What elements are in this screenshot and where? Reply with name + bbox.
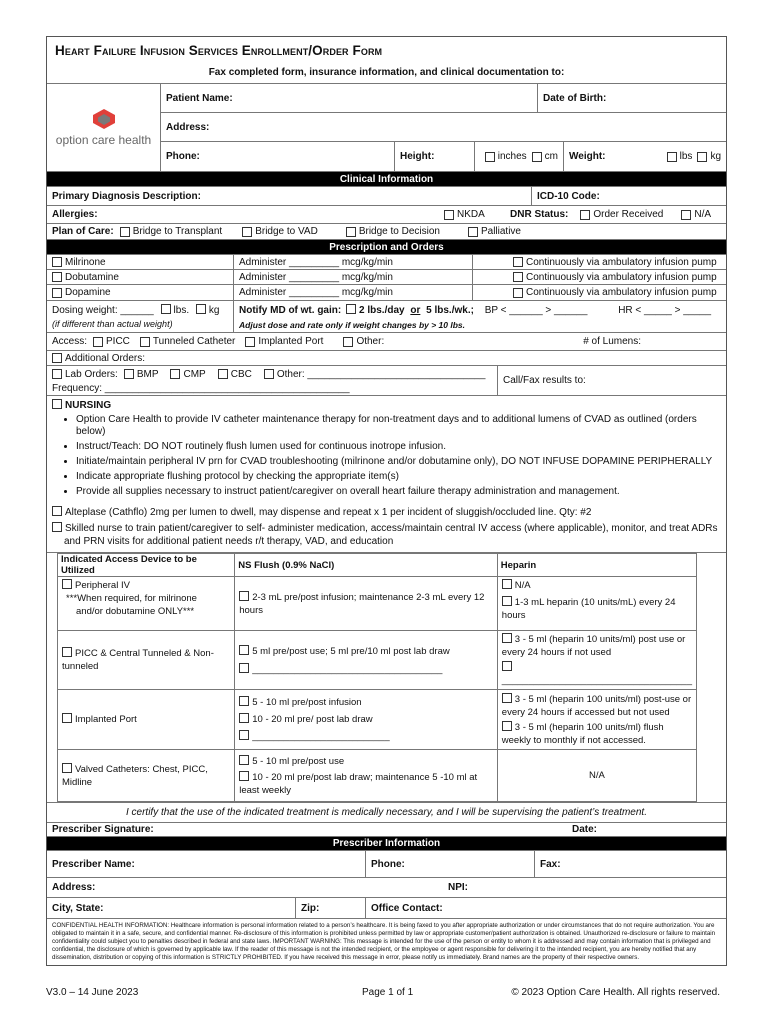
- drug-milrinone[interactable]: [47, 255, 233, 270]
- patient-address-field[interactable]: [161, 113, 726, 141]
- dobutamine-pump-checkbox[interactable]: [513, 272, 523, 282]
- plan-of-care-row: [47, 224, 726, 240]
- prescriber-info-bar: Prescriber Information: [47, 837, 726, 850]
- patient-block: [47, 84, 726, 172]
- milrinone-pump-checkbox[interactable]: [513, 257, 523, 267]
- dopamine-pump[interactable]: [473, 285, 726, 300]
- ns-peripheral[interactable]: [235, 577, 498, 631]
- ns-picc-option-2[interactable]: [239, 663, 493, 676]
- drug-admin: [233, 255, 472, 300]
- prescriber-address-field[interactable]: [47, 878, 443, 897]
- device-peripheral-option[interactable]: [62, 579, 230, 592]
- lab-cbc-label: CBC: [230, 368, 252, 380]
- hep-peripheral-na[interactable]: [502, 579, 692, 592]
- confidentiality-notice: CONFIDENTIAL HEALTH INFORMATION: Healthcare information is personal information related to a person’s healthcare. It is being faxed to you after appropriate authorization or under circumstances that do not require authorization. You are obligated to maintain it in a safe, secure, and confidential manner. Re-disclosure of this information is prohibited unless permitted by law or appropriate customer/patient authorization is obtained. Unauthorized re-disclosure or failure to maintain confidentiality could subject you to penalties described in federal and state laws. IMPORTANT WARNING: This message is intended for the use of the person or entity to whom it is addressed and may contain information that is privileged and confidential, the disclosure of which is governed by applicable law. If the reader of this message is not the intended recipient, or the employee or agent responsible for delivering it to the intended recipient, you are hereby notified that any dissemination, distribution or copying of this information is STRICTLY PROHIBITED. If you have received this message in error, please notify us immediately. Brand names are the property of their respective owners.: [52, 922, 716, 961]
- prescriber-address-row: [47, 878, 726, 898]
- alteplase-option[interactable]: [52, 506, 721, 518]
- lab-cbc-checkbox[interactable]: [218, 369, 228, 379]
- ns-picc-blank: ____________________________________: [252, 663, 443, 675]
- allergies-field[interactable]: [47, 206, 439, 223]
- notify-day-checkbox[interactable]: [346, 304, 356, 314]
- lab-orders-row: [47, 366, 726, 396]
- prescription-bar-row: [47, 240, 726, 255]
- nursing-bullets: [52, 414, 721, 498]
- diagnosis-row: [47, 187, 726, 206]
- callfax-label: Call/Fax results to:: [503, 375, 586, 386]
- access-label: Access:: [52, 336, 88, 347]
- plan-vad-checkbox[interactable]: [242, 227, 252, 237]
- company-logo: [47, 84, 160, 171]
- dob-label: Date of Birth:: [543, 92, 607, 104]
- prescriber-bar-row: [47, 837, 726, 851]
- plan-vad-label: Bridge to VAD: [255, 226, 318, 237]
- peripheral-checkbox[interactable]: [62, 579, 72, 589]
- icd-field[interactable]: [531, 187, 726, 205]
- device-peripheral: [58, 577, 235, 631]
- prescriber-name-field[interactable]: [47, 851, 365, 877]
- nursing-bullet: • Initiate/maintain peripheral IV prn for CVAD troubleshooting (milrinone and/or dobutamine only), DO NOT INFUSE DOPAMINE PERIPHERALLY: [76, 456, 721, 468]
- ns-picc-label-1: 5 ml pre/post use; 5 ml pre/10 ml post lab draw: [252, 645, 450, 657]
- flush-table: [57, 553, 697, 802]
- lab-orders-line: [52, 367, 492, 381]
- footer-page: Page 1 of 1: [362, 987, 414, 998]
- ns-picc-option-1[interactable]: [239, 645, 493, 658]
- prescriber-fax-field[interactable]: [534, 851, 726, 877]
- dnr-status: [505, 206, 726, 223]
- milrinone-label: Milrinone: [65, 256, 106, 268]
- access-other-label: Other:: [356, 336, 385, 347]
- certify-row: [47, 803, 726, 823]
- inches-checkbox[interactable]: [485, 152, 495, 162]
- clinical-info-bar: Clinical Information: [47, 172, 726, 186]
- milrinone-dose-field[interactable]: Administer _________ mcg/kg/min: [234, 255, 472, 270]
- access-other-checkbox[interactable]: [343, 337, 353, 347]
- dob-field[interactable]: [537, 84, 726, 112]
- lab-bmp-label: BMP: [136, 368, 159, 380]
- callfax-field[interactable]: [497, 366, 726, 395]
- ns-picc: [235, 631, 498, 690]
- nursing-section: [47, 396, 726, 553]
- picc-label: PICC & Central Tunneled & Non-tunneled: [62, 648, 214, 672]
- dosing-weight: [47, 301, 233, 332]
- hep-peripheral-dose-checkbox[interactable]: [502, 596, 512, 606]
- ns-valved-label-1: 5 - 10 ml pre/post use: [252, 755, 345, 767]
- ns-port-checkbox-2[interactable]: [239, 713, 249, 723]
- city-state-label: City, State:: [52, 902, 104, 914]
- kg-checkbox[interactable]: [697, 152, 707, 162]
- height-units: [474, 142, 563, 171]
- access-port-label: Implanted Port: [258, 336, 324, 347]
- dopamine-label: Dopamine: [65, 287, 111, 298]
- ns-port-blank: __________________________: [252, 731, 390, 742]
- skilled-nurse-label: Skilled nurse to train patient/caregiver to self- administer medication, access/maintain central IV access (where applicable), monitor, and treat ADRs and PRN visits for additional patient needs r/t therapy, VAD, and education: [64, 523, 718, 547]
- ns-valved-option-1[interactable]: [239, 755, 493, 768]
- dobutamine-pump-label: Continuously via ambulatory infusion pump: [526, 271, 717, 283]
- notify-line: [239, 304, 721, 316]
- lab-orders-label: Lab Orders:: [65, 368, 118, 380]
- access-tunneled-label: Tunneled Catheter: [152, 336, 236, 347]
- plan-decision-checkbox[interactable]: [346, 227, 356, 237]
- notify-week-label: 5 lbs./wk.;: [426, 304, 474, 316]
- flush-header-device: Indicated Access Device to be Utilized: [58, 554, 235, 577]
- access-port-checkbox[interactable]: [245, 337, 255, 347]
- lab-cmp-checkbox[interactable]: [170, 369, 180, 379]
- prescription-bar: Prescription and Orders: [47, 240, 726, 254]
- nursing-bullet: • Option Care Health to provide IV catheter maintenance therapy for non-treatment days and to additional lumens of CVAD as outlined (orders below): [76, 414, 721, 438]
- height-field[interactable]: [394, 142, 474, 171]
- dobutamine-dose-field[interactable]: Administer _________ mcg/kg/min: [234, 270, 472, 285]
- hep-port-checkbox-1[interactable]: [502, 693, 512, 703]
- prescriber-city-row: [47, 898, 726, 919]
- icd-label: ICD-10 Code:: [537, 190, 600, 202]
- ns-port-option-1[interactable]: [239, 696, 493, 709]
- signature-date-field[interactable]: [567, 823, 726, 836]
- plan-label: Plan of Care:: [52, 226, 114, 237]
- adjust-note: Adjust dose and rate only if weight changes by > 10 lbs.: [239, 319, 466, 330]
- lumens-field[interactable]: # of Lumens:: [583, 336, 641, 347]
- hep-peripheral-dose[interactable]: [502, 596, 692, 622]
- drug-dopamine[interactable]: [47, 285, 233, 300]
- plan-palliative-label: Palliative: [480, 226, 521, 237]
- ns-port-label-1: 5 - 10 ml pre/post infusion: [252, 697, 362, 708]
- inches-label: inches: [497, 151, 527, 162]
- diagnosis-label: Primary Diagnosis Description:: [52, 190, 201, 202]
- hep-picc-checkbox-2[interactable]: [502, 661, 512, 671]
- hep-port: [497, 690, 696, 750]
- ns-peripheral-checkbox[interactable]: [239, 591, 249, 601]
- plan-transplant-checkbox[interactable]: [120, 227, 130, 237]
- flush-row-peripheral: [58, 577, 697, 631]
- plan-transplant-label: Bridge to Transplant: [132, 226, 223, 237]
- alteplase-label: Alteplase (Cathflo) 2mg per lumen to dwell, may dispense and repeat x 1 per incident of sluggish/occluded line. Qty: #2: [65, 507, 592, 518]
- flush-header-row: [58, 554, 697, 577]
- drug-table: [47, 255, 726, 301]
- flush-row-picc: [58, 631, 697, 690]
- picc-checkbox[interactable]: [62, 647, 72, 657]
- hep-port-label-2: 3 - 5 ml (heparin 100 units/ml) flush weekly to monthly if not accessed.: [501, 721, 664, 746]
- lab-other-label: Other: ________________________________: [276, 368, 486, 380]
- ns-picc-checkbox-2[interactable]: [239, 663, 249, 673]
- dopamine-pump-checkbox[interactable]: [513, 288, 523, 298]
- prescriber-name-row: [47, 851, 726, 878]
- dosing-kg-label: kg: [208, 305, 220, 316]
- notify-or: or: [410, 304, 421, 316]
- signature-date-label: Date:: [572, 824, 598, 835]
- milrinone-pump[interactable]: [473, 255, 726, 270]
- cm-checkbox[interactable]: [532, 152, 542, 162]
- notify-md: [233, 301, 726, 332]
- ns-valved-checkbox-1[interactable]: [239, 755, 249, 765]
- kg-label: kg: [710, 151, 721, 162]
- prescriber-phone-label: Phone:: [371, 858, 405, 870]
- confidential-row: [47, 919, 726, 965]
- dosing-weight-label[interactable]: Dosing weight: ______: [52, 305, 154, 316]
- lab-orders: [47, 366, 497, 395]
- prescriber-address-label: Address:: [52, 882, 96, 893]
- ns-port-checkbox-1[interactable]: [239, 696, 249, 706]
- hep-picc-blank: ____________________________________: [501, 675, 692, 686]
- diagnosis-field[interactable]: [47, 187, 531, 205]
- signature-field[interactable]: [47, 823, 567, 836]
- hep-peripheral: [497, 577, 696, 631]
- lab-bmp-checkbox[interactable]: [124, 369, 134, 379]
- form-title-row: [47, 37, 726, 61]
- nursing-checkbox[interactable]: [52, 399, 62, 409]
- dopamine-checkbox[interactable]: [52, 288, 62, 298]
- patient-name-label: Patient Name:: [166, 92, 233, 104]
- skilled-nurse-option[interactable]: [52, 522, 721, 548]
- ns-port: [235, 690, 498, 750]
- footer-copyright: © 2023 Option Care Health. All rights reserved.: [511, 987, 720, 998]
- ns-valved-checkbox-2[interactable]: [239, 771, 249, 781]
- ns-port-label-2: 10 - 20 ml pre/ post lab draw: [252, 714, 373, 725]
- hep-picc-checkbox-1[interactable]: [502, 633, 512, 643]
- drug-pump: [472, 255, 726, 300]
- nkda-option[interactable]: [439, 206, 505, 223]
- dnr-label: DNR Status:: [510, 209, 569, 220]
- device-port[interactable]: [58, 690, 235, 750]
- nursing-header[interactable]: [52, 399, 721, 411]
- flush-header-ns: NS Flush (0.9% NaCl): [235, 554, 498, 577]
- device-picc[interactable]: [58, 631, 235, 690]
- certify-statement: I certify that the use of the indicated treatment is medically necessary, and I will be supervising the patient’s treatment.: [125, 807, 647, 818]
- milrinone-pump-label: Continuously via ambulatory infusion pump: [526, 256, 717, 268]
- dosing-kg-checkbox[interactable]: [196, 304, 206, 314]
- dosing-lbs-checkbox[interactable]: [161, 304, 171, 314]
- hep-peripheral-na-label: N/A: [514, 580, 531, 591]
- lbs-checkbox[interactable]: [667, 152, 677, 162]
- port-checkbox[interactable]: [62, 713, 72, 723]
- dopamine-dose-field[interactable]: Administer _________ mcg/kg/min: [239, 287, 393, 298]
- hep-picc-option-2[interactable]: [502, 661, 692, 687]
- hr-field[interactable]: HR < _____ > _____: [618, 304, 712, 316]
- drug-names: [47, 255, 233, 300]
- city-state-field[interactable]: [47, 898, 295, 918]
- ns-port-option-2[interactable]: [239, 713, 493, 726]
- dosing-weight-line: [52, 304, 228, 316]
- order-received-label: Order Received: [593, 209, 664, 220]
- lab-orders-checkbox[interactable]: [52, 369, 62, 379]
- dnr-na-label: N/A: [694, 209, 712, 220]
- patient-fields: [160, 84, 726, 171]
- nursing-bullet: • Provide all supplies necessary to instruct patient/caregiver on overall heart failure therapy administration and management.: [76, 486, 721, 498]
- ns-port-checkbox-3[interactable]: [239, 730, 249, 740]
- ns-valved: [235, 750, 498, 802]
- weight-units: [658, 142, 726, 171]
- hep-peripheral-dose-label: 1-3 mL heparin (10 units/mL) every 24 hours: [501, 597, 676, 621]
- weight-field[interactable]: [563, 142, 658, 171]
- clinical-bar-row: [47, 172, 726, 187]
- flush-table-wrap: [47, 553, 726, 803]
- patient-address-label: Address:: [166, 121, 210, 133]
- dnr-na-checkbox[interactable]: [681, 210, 691, 220]
- patient-phone-field[interactable]: [161, 142, 394, 171]
- dosing-lbs-label: lbs.: [173, 305, 190, 316]
- weight-label: Weight:: [569, 151, 606, 162]
- flush-row-valved: [58, 750, 697, 802]
- access-row: [47, 333, 726, 351]
- device-valved[interactable]: [58, 750, 235, 802]
- lbs-label: lbs: [679, 151, 693, 162]
- peripheral-label: Peripheral IV: [75, 580, 130, 591]
- nkda-label: NKDA: [457, 209, 485, 220]
- lab-other-checkbox[interactable]: [264, 369, 274, 379]
- footer-version: V3.0 – 14 June 2023: [46, 987, 139, 998]
- plan-of-care: [47, 224, 726, 239]
- phone-row: [161, 142, 726, 171]
- nkda-checkbox[interactable]: [444, 210, 454, 220]
- logo-mark-icon: [91, 108, 117, 130]
- height-label: Height:: [400, 151, 435, 162]
- access-tunneled-checkbox[interactable]: [140, 337, 150, 347]
- npi-field[interactable]: [443, 878, 726, 897]
- skilled-nurse-checkbox[interactable]: [52, 522, 62, 532]
- logo-text: option care health: [55, 133, 152, 147]
- milrinone-checkbox[interactable]: [52, 257, 62, 267]
- ns-port-option-3[interactable]: [239, 730, 493, 743]
- hep-port-option-2[interactable]: [502, 721, 692, 747]
- drug-dobutamine[interactable]: [47, 270, 233, 285]
- valved-label: Valved Catheters: Chest, PICC, Midline: [62, 763, 208, 788]
- port-label: Implanted Port: [75, 714, 137, 725]
- hep-port-option-1[interactable]: [502, 693, 692, 719]
- fax-instruction: Fax completed form, insurance information, and clinical documentation to:: [208, 66, 565, 78]
- peripheral-note-2: and/or dobutamine ONLY***: [76, 606, 195, 617]
- nursing-block: [47, 396, 726, 552]
- access-options: [47, 333, 726, 350]
- fax-instruction-row: [47, 61, 726, 84]
- plan-palliative-checkbox[interactable]: [468, 227, 478, 237]
- access-picc-label: PICC: [106, 336, 130, 347]
- patient-name-field[interactable]: [161, 84, 537, 112]
- plan-decision-label: Bridge to Decision: [358, 226, 440, 237]
- additional-orders[interactable]: [47, 351, 150, 365]
- additional-orders-checkbox[interactable]: [52, 353, 62, 363]
- office-contact-label: Office Contact:: [371, 902, 443, 914]
- zip-label: Zip:: [301, 902, 320, 914]
- patient-phone-label: Phone:: [166, 151, 200, 162]
- lab-cmp-label: CMP: [183, 368, 206, 380]
- hep-picc: [497, 631, 696, 690]
- nursing-label: NURSING: [65, 400, 112, 411]
- additional-orders-row: [47, 351, 726, 366]
- hep-port-checkbox-2[interactable]: [502, 721, 512, 731]
- allergies-row: [47, 206, 726, 224]
- flush-row-port: [58, 690, 697, 750]
- hep-picc-option-1[interactable]: [502, 633, 692, 659]
- dosing-row: [47, 301, 726, 333]
- access-picc-checkbox[interactable]: [93, 337, 103, 347]
- address-row: [161, 113, 726, 142]
- prescriber-fax-label: Fax:: [540, 858, 561, 870]
- notify-day-label: 2 lbs./day: [359, 304, 405, 316]
- signature-row: [47, 823, 726, 837]
- dobutamine-pump[interactable]: [473, 270, 726, 285]
- ns-peripheral-label: 2-3 mL pre/post infusion; maintenance 2-3 mL every 12 hours: [239, 591, 485, 616]
- flush-header-heparin: Heparin: [497, 554, 696, 577]
- hep-valved-na: N/A: [497, 750, 696, 802]
- hep-picc-label-1: 3 - 5 ml (heparin 10 units/ml) post use or every 24 hours if not used: [501, 634, 686, 658]
- nursing-bullet: • Instruct/Teach: DO NOT routinely flush lumen used for continuous inotrope infusion.: [76, 441, 721, 453]
- dobutamine-checkbox[interactable]: [52, 272, 62, 282]
- prescriber-name-label: Prescriber Name:: [52, 858, 135, 870]
- dobutamine-label: Dobutamine: [65, 271, 119, 283]
- peripheral-note-1: ***When required, for milrinone: [66, 593, 197, 604]
- alteplase-checkbox[interactable]: [52, 506, 62, 516]
- allergies-label: Allergies:: [52, 209, 98, 220]
- dopamine-pump-label: Continuously via ambulatory infusion pump: [526, 287, 717, 298]
- hep-port-label-1: 3 - 5 ml (heparin 100 units/ml) post-use or every 24 hours if accessed but not used: [501, 693, 692, 718]
- prescriber-phone-field[interactable]: [365, 851, 534, 877]
- hep-peripheral-na-checkbox[interactable]: [502, 579, 512, 589]
- npi-label: NPI:: [448, 882, 468, 893]
- ns-valved-option-2[interactable]: [239, 771, 493, 797]
- frequency-field[interactable]: Frequency: ____________________________________________: [52, 382, 350, 394]
- patient-name-row: [161, 84, 726, 113]
- cm-label: cm: [544, 151, 558, 162]
- ns-picc-checkbox-1[interactable]: [239, 645, 249, 655]
- notify-label: Notify MD of wt. gain:: [239, 304, 342, 316]
- order-received-checkbox[interactable]: [580, 210, 590, 220]
- valved-checkbox[interactable]: [62, 763, 72, 773]
- bp-field[interactable]: BP < ______ > ______: [484, 304, 588, 316]
- signature-label: Prescriber Signature:: [52, 824, 154, 835]
- nursing-bullet: • Indicate appropriate flushing protocol by checking the appropriate item(s): [76, 471, 721, 483]
- form-title-text: Heart Failure Infusion Services Enrollment/Order Form: [55, 43, 383, 58]
- dosing-note: (if different than actual weight): [52, 319, 173, 329]
- additional-orders-label: Additional Orders:: [65, 352, 146, 364]
- ns-valved-label-2: 10 - 20 ml pre/post lab draw; maintenance 5 -10 ml at least weekly: [239, 771, 478, 796]
- form-title: [47, 37, 390, 61]
- zip-field[interactable]: [295, 898, 365, 918]
- office-contact-field[interactable]: [365, 898, 726, 918]
- enrollment-form: [46, 36, 727, 966]
